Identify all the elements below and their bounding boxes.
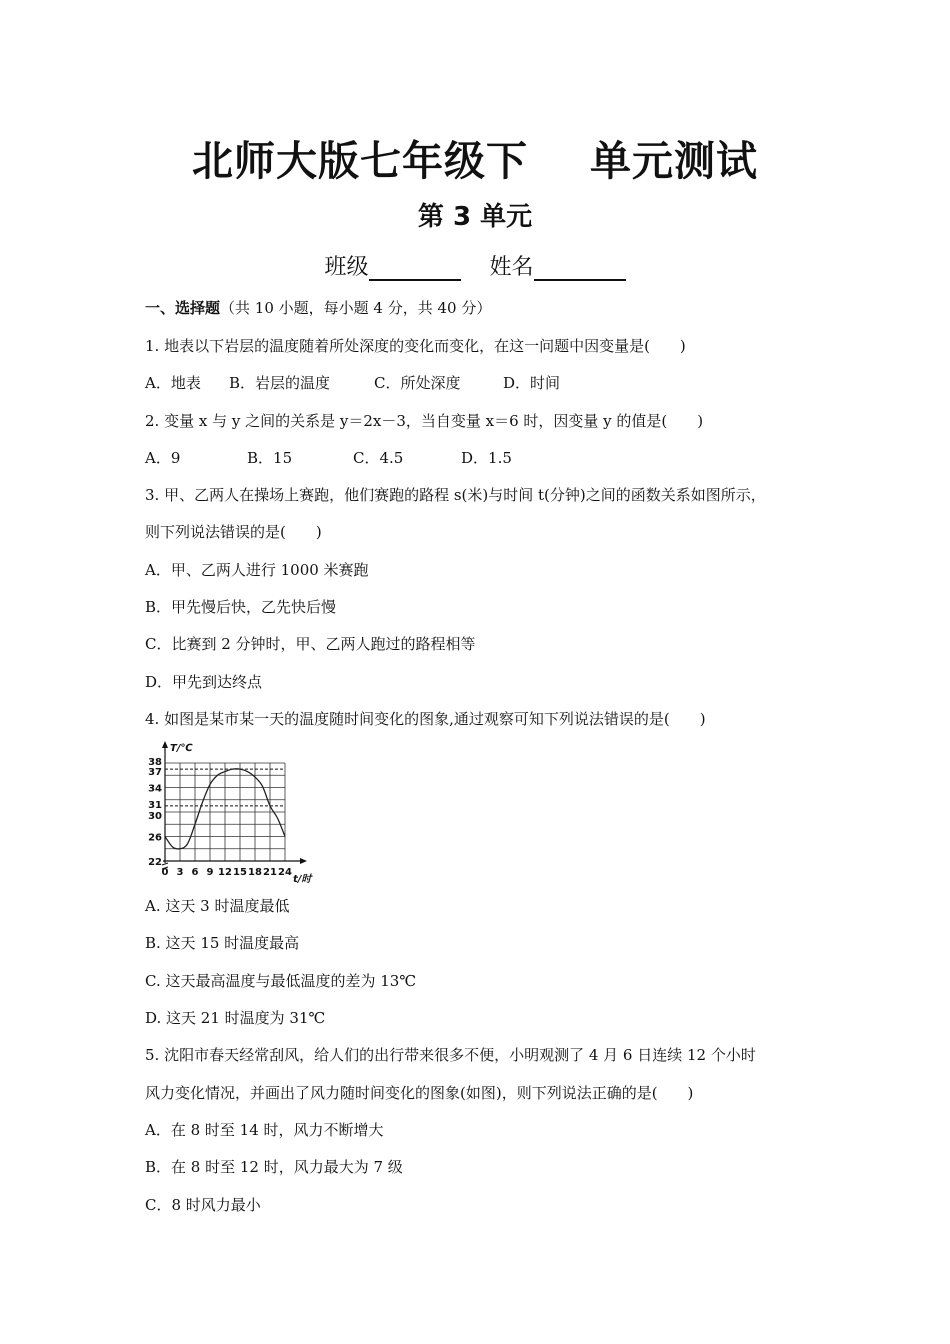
question-3-option-a[interactable]: A．甲、乙两人进行 1000 米赛跑 bbox=[145, 561, 369, 579]
option-a[interactable]: A．地表 bbox=[145, 374, 201, 392]
option-c[interactable]: C．所处深度 bbox=[374, 374, 461, 392]
question-1: 1. 地表以下岩层的温度随着所处深度的变化而变化，在这一问题中因变量是( ) bbox=[145, 337, 686, 355]
question-3-line-2: 则下列说法错误的是( ) bbox=[145, 523, 322, 541]
question-2-options bbox=[145, 448, 512, 468]
unit-subtitle: 第 3 单元 bbox=[417, 202, 533, 232]
question-5-line-2: 风力变化情况，并画出了风力随时间变化的图象(如图)，则下列说法正确的是( ) bbox=[145, 1084, 694, 1102]
question-4: 4. 如图是某市某一天的温度随时间变化的图象,通过观察可知下列说法错误的是( ) bbox=[145, 710, 706, 728]
option-b[interactable]: B．岩层的温度 bbox=[229, 374, 331, 392]
y-tick-label: 31 bbox=[148, 799, 162, 811]
x-tick-label: 0 bbox=[161, 867, 169, 878]
question-2: 2. 变量 x 与 y 之间的关系是 y＝2x－3，当自变量 x＝6 时，因变量 y 的值是( ) bbox=[145, 412, 704, 430]
class-name-line bbox=[0, 250, 950, 281]
y-tick-label: 34 bbox=[148, 783, 162, 795]
name-blank[interactable] bbox=[534, 257, 626, 281]
option-a[interactable]: A．9 bbox=[145, 449, 181, 467]
y-tick-label: 26 bbox=[148, 832, 162, 844]
question-3-option-b[interactable]: B．甲先慢后快，乙先快后慢 bbox=[145, 598, 337, 616]
y-axis-label: T/℃ bbox=[170, 743, 193, 754]
x-tick-label: 3 bbox=[176, 867, 184, 878]
y-axis-arrow bbox=[162, 741, 168, 748]
class-label: 班级 bbox=[324, 255, 369, 280]
question-5-option-c[interactable]: C．8 时风力最小 bbox=[145, 1196, 261, 1214]
x-tick-label: 18 bbox=[248, 867, 262, 878]
option-c[interactable]: C．4.5 bbox=[353, 449, 404, 467]
x-tick-label: 15 bbox=[233, 867, 247, 878]
section-heading: 一、选择题（共 10 小题，每小题 4 分，共 40 分） bbox=[145, 299, 492, 317]
class-blank[interactable] bbox=[369, 257, 461, 281]
question-4-option-d[interactable]: D. 这天 21 时温度为 31℃ bbox=[145, 1009, 326, 1027]
x-axis-label: t/时 bbox=[293, 874, 312, 885]
y-tick-label: 37 bbox=[148, 767, 162, 779]
question-4-option-c[interactable]: C. 这天最高温度与最低温度的差为 13℃ bbox=[145, 972, 417, 990]
option-d[interactable]: D．时间 bbox=[503, 374, 561, 392]
temperature-chart bbox=[143, 737, 328, 887]
y-tick-label: 30 bbox=[148, 811, 162, 822]
x-axis-arrow bbox=[300, 858, 307, 864]
chart-grid bbox=[165, 763, 285, 861]
page-title: 北师大版七年级下 单元测试 bbox=[192, 137, 758, 185]
option-d[interactable]: D．1.5 bbox=[461, 449, 512, 467]
x-tick-label: 21 bbox=[263, 867, 277, 878]
option-b[interactable]: B．15 bbox=[247, 449, 293, 467]
question-4-option-b[interactable]: B. 这天 15 时温度最高 bbox=[145, 934, 300, 952]
question-3-line-1: 3. 甲、乙两人在操场上赛跑，他们赛跑的路程 s(米)与时间 t(分钟)之间的函数关系如图所示， bbox=[145, 486, 766, 504]
x-tick-label: 9 bbox=[206, 867, 214, 878]
x-tick-label: 12 bbox=[218, 867, 232, 878]
x-tick-label: 6 bbox=[191, 867, 199, 878]
question-5-option-a[interactable]: A．在 8 时至 14 时，风力不断增大 bbox=[145, 1121, 384, 1139]
question-4-option-a[interactable]: A. 这天 3 时温度最低 bbox=[145, 897, 290, 915]
name-label: 姓名 bbox=[489, 255, 534, 280]
question-3-option-c[interactable]: C．比赛到 2 分钟时，甲、乙两人跑过的路程相等 bbox=[145, 635, 476, 653]
x-tick-label: 24 bbox=[278, 867, 292, 878]
question-5-option-b[interactable]: B．在 8 时至 12 时，风力最大为 7 级 bbox=[145, 1158, 403, 1176]
y-tick-label: 22 bbox=[148, 857, 162, 868]
y-tick-label: 38 bbox=[148, 757, 162, 768]
question-3-option-d[interactable]: D．甲先到达终点 bbox=[145, 673, 263, 691]
question-1-options bbox=[145, 373, 560, 393]
question-5-line-1: 5. 沈阳市春天经常刮风，给人们的出行带来很多不便，小明观测了 4 月 6 日连续 12 个小时 bbox=[145, 1046, 756, 1064]
